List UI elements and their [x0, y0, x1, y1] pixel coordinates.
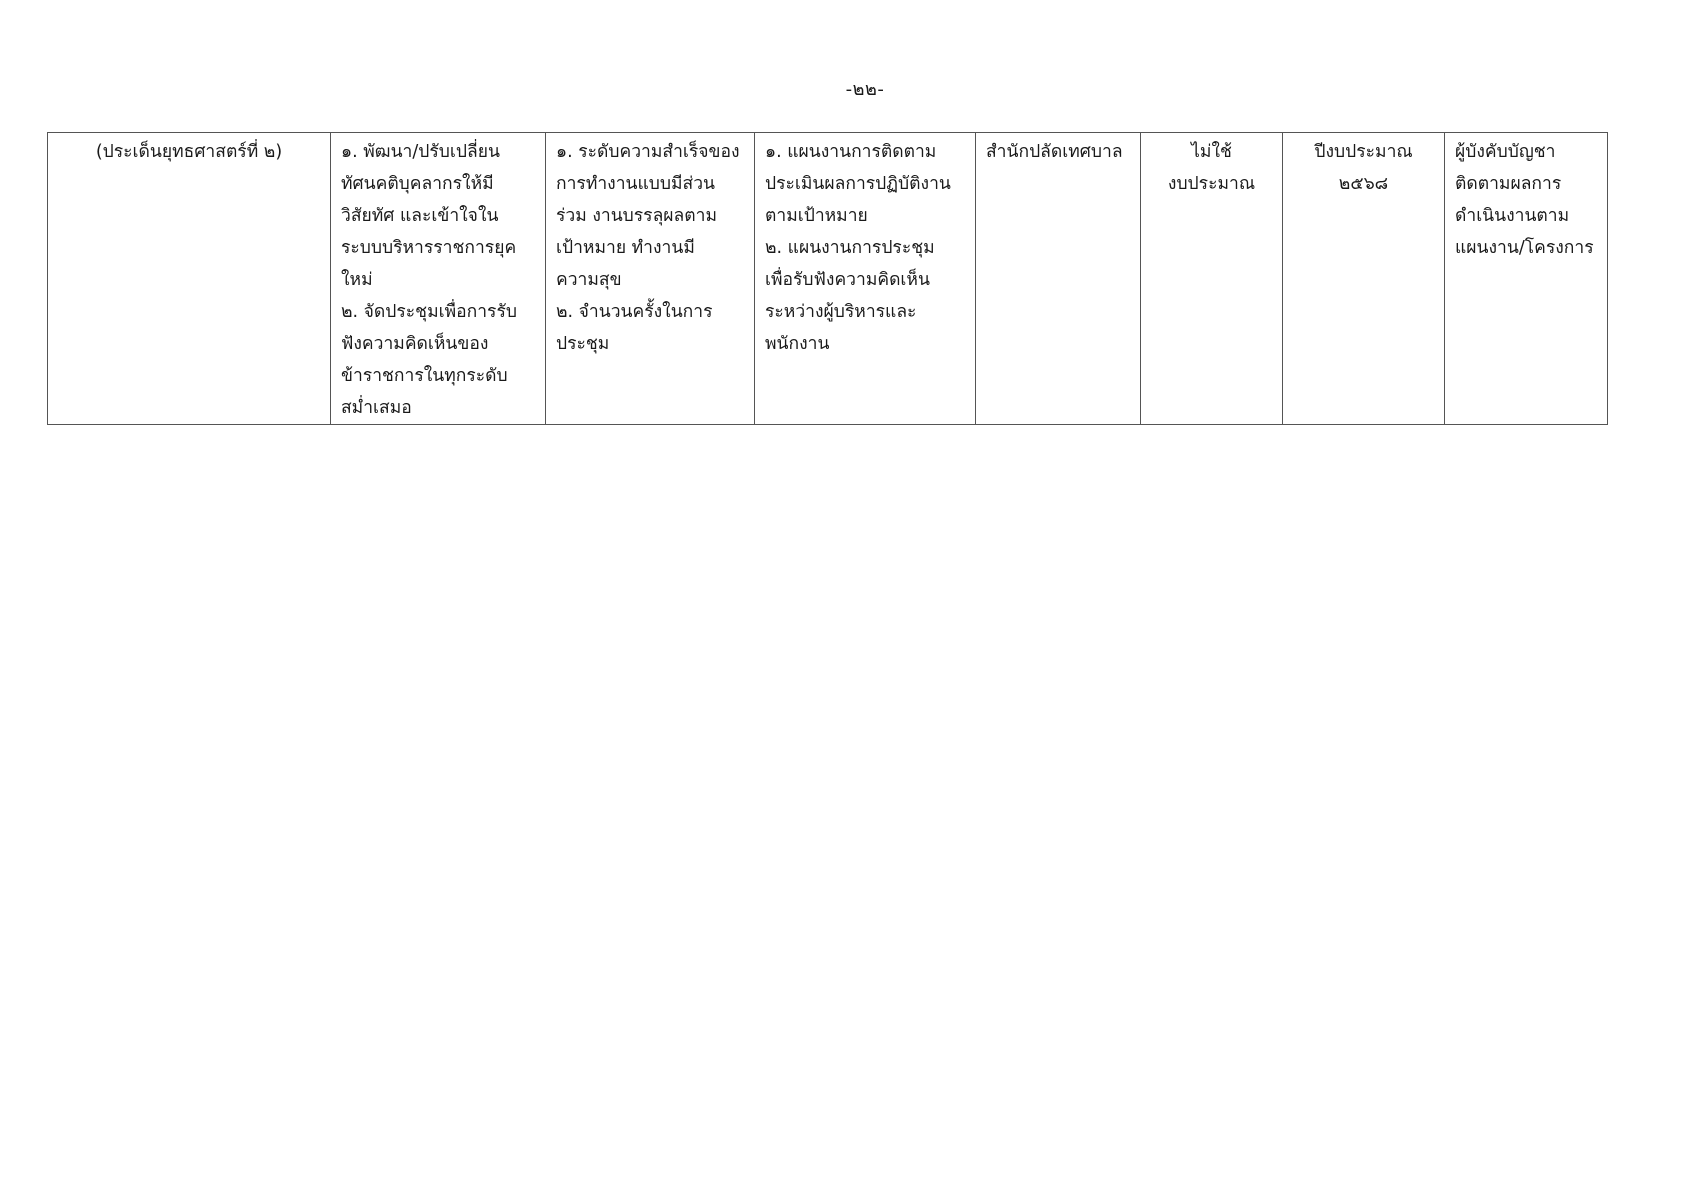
activity-line: ๒. จัดประชุมเพื่อการรับ	[341, 302, 517, 322]
activities-cell	[331, 133, 546, 425]
activity-line: สม่ำเสมอ	[341, 398, 412, 418]
activity-line: ระบบบริหารราชการยุค	[341, 238, 517, 258]
monitor-cell	[1445, 133, 1608, 425]
period-line: ๒๕๖๘	[1338, 174, 1389, 194]
period-cell	[1283, 133, 1445, 425]
activity-line: ใหม่	[341, 270, 373, 290]
indicator-line: ประชุม	[556, 334, 610, 354]
indicator-line: เป้าหมาย ทำงานมี	[556, 238, 695, 258]
plans-cell	[755, 133, 976, 425]
period-line: ปีงบประมาณ	[1314, 142, 1413, 162]
activity-line: วิสัยทัศ และเข้าใจใน	[341, 206, 499, 226]
indicators-cell	[546, 133, 755, 425]
plan-line: ตามเป้าหมาย	[765, 206, 868, 226]
monitor-line: ดำเนินงานตาม	[1455, 206, 1570, 226]
indicator-line: ๒. จำนวนครั้งในการ	[556, 302, 713, 322]
monitor-line: แผนงาน/โครงการ	[1455, 238, 1594, 258]
activity-line: ข้าราชการในทุกระดับ	[341, 366, 508, 386]
strategy-text: (ประเด็นยุทธศาสตร์ที่ ๒)	[95, 142, 283, 162]
responsible-unit-text: สำนักปลัดเทศบาล	[986, 142, 1123, 162]
table-row	[48, 133, 1608, 425]
page-number: -๒๒-	[845, 79, 885, 100]
plan-line: ๑. แผนงานการติดตาม	[765, 142, 937, 162]
plan-line: พนักงาน	[765, 334, 830, 354]
indicator-line: ความสุข	[556, 270, 622, 290]
plan-line: ๒. แผนงานการประชุม	[765, 238, 935, 258]
indicator-line: ร่วม งานบรรลุผลตาม	[556, 206, 717, 226]
monitor-line: ผู้บังคับบัญชา	[1455, 142, 1556, 162]
plan-line: ระหว่างผู้บริหารและ	[765, 302, 917, 322]
indicator-line: การทำงานแบบมีส่วน	[556, 174, 716, 194]
budget-cell	[1141, 133, 1283, 425]
plan-line: เพื่อรับฟังความคิดเห็น	[765, 270, 930, 290]
budget-line: งบประมาณ	[1167, 174, 1256, 194]
activity-line: ๑. พัฒนา/ปรับเปลี่ยน	[341, 142, 500, 162]
plan-line: ประเมินผลการปฏิบัติงาน	[765, 174, 951, 194]
monitor-line: ติดตามผลการ	[1455, 174, 1562, 194]
responsible-unit-cell	[976, 133, 1141, 425]
activity-line: ฟังความคิดเห็นของ	[341, 334, 489, 354]
indicator-line: ๑. ระดับความสำเร็จของ	[556, 142, 740, 162]
activity-line: ทัศนคติบุคลากรให้มี	[341, 174, 494, 194]
budget-line: ไม่ใช้	[1191, 142, 1232, 162]
strategy-plan-table	[47, 132, 1608, 425]
strategy-cell	[48, 133, 331, 425]
